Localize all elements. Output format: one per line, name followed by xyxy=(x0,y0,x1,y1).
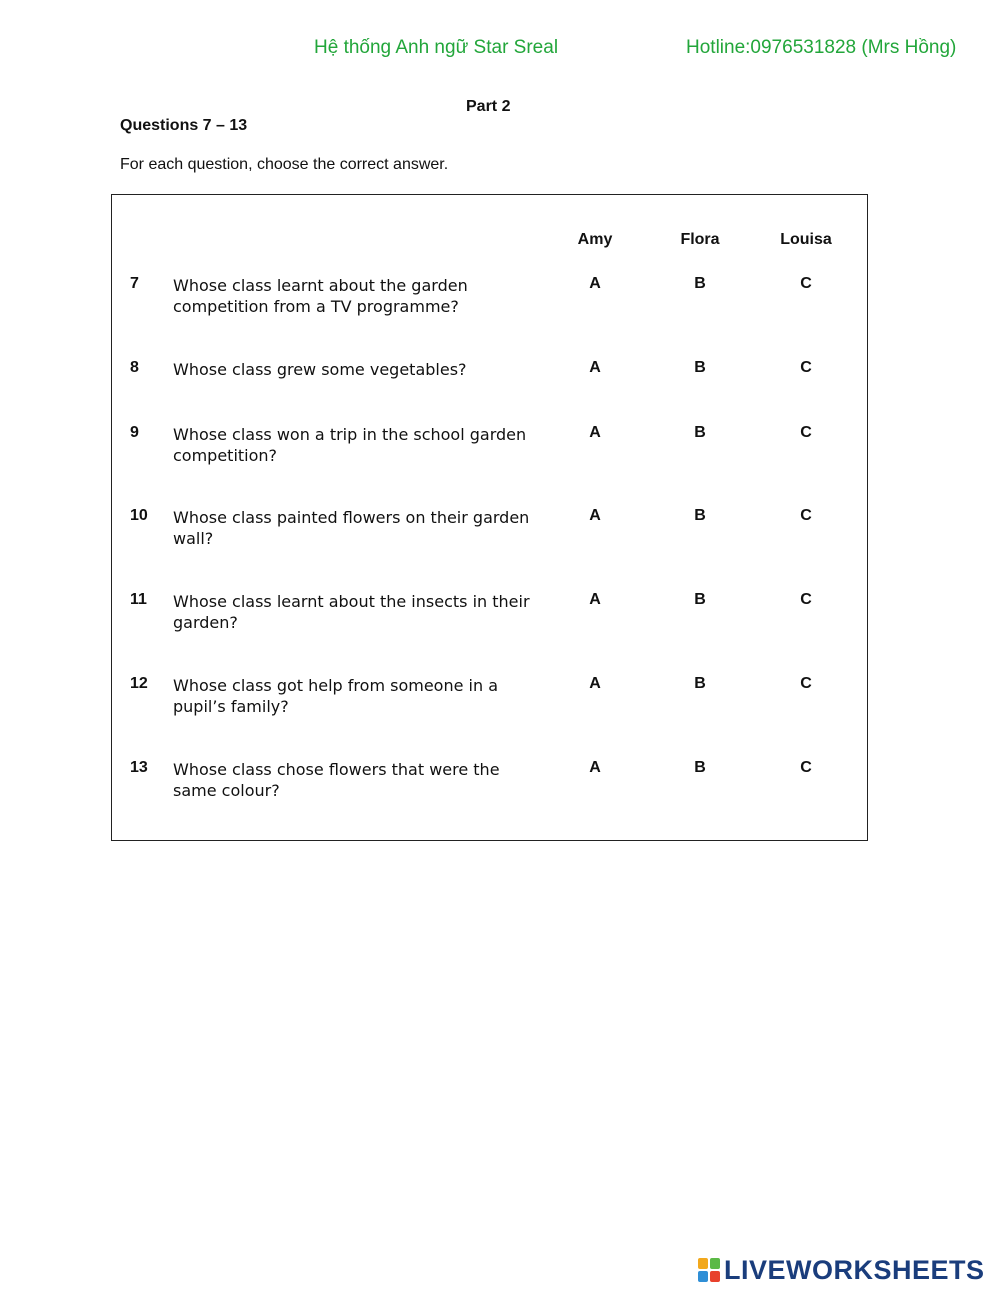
option-a[interactable]: A xyxy=(589,275,601,292)
question-range: Questions 7 – 13 xyxy=(120,117,248,134)
option-c[interactable]: C xyxy=(800,424,812,441)
question-row xyxy=(112,759,867,819)
liveworksheets-logo xyxy=(698,1255,985,1285)
question-text: Whose class won a trip in the school garden competition? xyxy=(173,425,527,465)
question-text: Whose class grew some vegetables? xyxy=(173,360,467,379)
option-a[interactable]: A xyxy=(589,591,601,608)
question-number: 10 xyxy=(130,507,148,524)
question-number: 12 xyxy=(130,675,148,692)
question-table xyxy=(111,194,868,841)
option-a[interactable]: A xyxy=(589,359,601,376)
option-b[interactable]: B xyxy=(694,675,706,692)
column-header-amy: Amy xyxy=(577,231,613,248)
option-b[interactable]: B xyxy=(694,424,706,441)
option-b[interactable]: B xyxy=(694,591,706,608)
question-number: 13 xyxy=(130,759,148,776)
column-header-flora: Flora xyxy=(680,231,720,248)
question-row xyxy=(112,275,867,335)
instruction-text: For each question, choose the correct answer. xyxy=(120,156,449,173)
option-a[interactable]: A xyxy=(589,424,601,441)
question-text: Whose class chose flowers that were the same colour? xyxy=(173,760,500,800)
option-b[interactable]: B xyxy=(694,507,706,524)
option-b[interactable]: B xyxy=(694,275,706,292)
column-header-louisa: Louisa xyxy=(780,231,832,248)
question-text: Whose class painted flowers on their garden wall? xyxy=(173,508,530,548)
option-c[interactable]: C xyxy=(800,759,812,776)
option-c[interactable]: C xyxy=(800,359,812,376)
option-c[interactable]: C xyxy=(800,675,812,692)
logo-text: LIVEWORKSHEETS xyxy=(724,1254,985,1285)
option-a[interactable]: A xyxy=(589,675,601,692)
option-a[interactable]: A xyxy=(589,507,601,524)
question-number: 11 xyxy=(130,591,147,608)
option-c[interactable]: C xyxy=(800,507,812,524)
liveworksheets-logo-icon xyxy=(698,1258,720,1282)
option-c[interactable]: C xyxy=(800,591,812,608)
part-title: Part 2 xyxy=(466,98,511,115)
question-row xyxy=(112,507,867,567)
option-b[interactable]: B xyxy=(694,759,706,776)
header-hotline: Hotline:0976531828 (Mrs Hồng) xyxy=(686,37,957,58)
question-number: 7 xyxy=(130,275,139,292)
option-a[interactable]: A xyxy=(589,759,601,776)
option-b[interactable]: B xyxy=(694,359,706,376)
question-text: Whose class learnt about the insects in their garden? xyxy=(173,592,530,632)
question-number: 8 xyxy=(130,359,139,376)
question-text: Whose class learnt about the garden competition from a TV programme? xyxy=(173,276,468,316)
question-row xyxy=(112,359,867,419)
question-row xyxy=(112,424,867,484)
question-text: Whose class got help from someone in a pupil’s family? xyxy=(173,676,499,716)
question-number: 9 xyxy=(130,424,139,441)
header-brand: Hệ thống Anh ngữ Star Sreal xyxy=(314,37,559,58)
option-c[interactable]: C xyxy=(800,275,812,292)
question-row xyxy=(112,591,867,651)
question-row xyxy=(112,675,867,735)
